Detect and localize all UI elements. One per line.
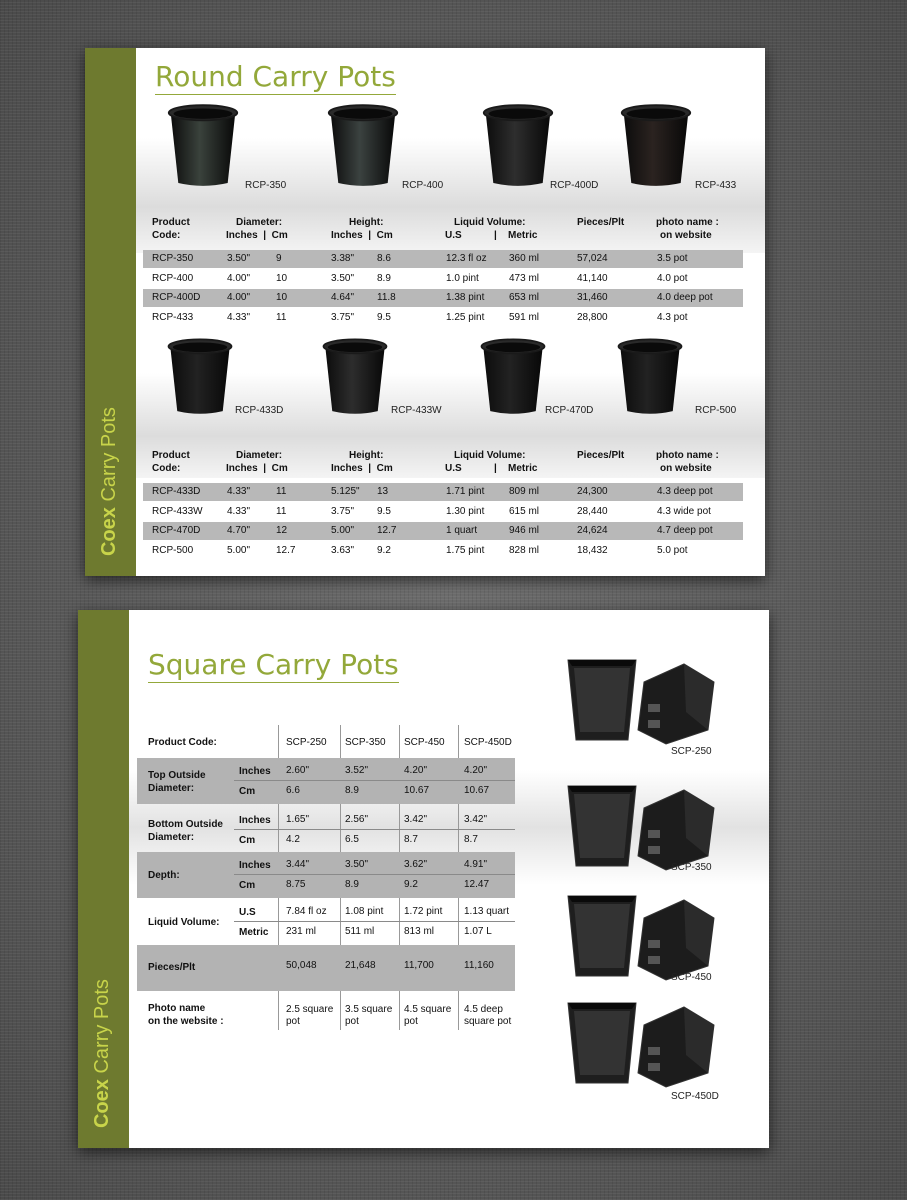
square-carry-pots-card <box>78 610 769 1148</box>
top_outside-value: 4.20" <box>464 765 488 776</box>
square-pot-icon <box>566 778 716 873</box>
liquid-value: 813 ml <box>404 926 435 937</box>
table-cell: 24,624 <box>577 525 608 536</box>
depth-value: 3.62" <box>404 859 428 870</box>
table-cell: 11.8 <box>377 292 396 303</box>
header-pieces: Pieces/Plt <box>577 217 625 228</box>
pot-label: RCP-433D <box>235 405 284 416</box>
row-divider <box>234 874 515 875</box>
table-cell: 12.7 <box>377 525 397 536</box>
row-divider <box>234 780 515 781</box>
table-row <box>143 270 743 288</box>
table-cell: RCP-400D <box>152 292 201 303</box>
bottom_outside-value: 4.2 <box>286 834 300 845</box>
header-height-units: Inches | Cm <box>331 463 393 474</box>
top_outside-label-2: Diameter: <box>148 783 195 794</box>
header-liquid: Liquid Volume: <box>454 450 526 461</box>
table-row <box>143 250 743 268</box>
photo-value: 2.5 square <box>286 1004 334 1015</box>
brand-vertical-text <box>98 407 121 556</box>
table-cell: 653 ml <box>509 292 540 303</box>
page-title: Round Carry Pots <box>155 60 396 93</box>
table-cell: RCP-433W <box>152 505 203 517</box>
brand-rest: Carry Pots <box>97 407 120 508</box>
table-cell: 3.75" <box>331 505 355 517</box>
table-cell: 4.0 deep pot <box>657 292 713 303</box>
header-diameter: Diameter: <box>236 217 283 228</box>
table-cell: 4.3 pot <box>657 311 688 323</box>
bottom_outside-value: 2.56" <box>345 814 369 825</box>
table-cell: 5.125" <box>331 486 360 497</box>
liquid-value: 7.84 fl oz <box>286 906 327 917</box>
square-pot-icon <box>566 995 716 1090</box>
header-code: Code: <box>152 230 181 241</box>
pot-label: SCP-350 <box>671 862 712 873</box>
table-cell: 12 <box>276 525 288 536</box>
depth-label: Depth: <box>148 870 180 881</box>
bottom_outside-unit-2: Cm <box>239 835 256 846</box>
bottom_outside-label: Bottom Outside <box>148 819 223 830</box>
table-cell: 9.2 <box>377 544 391 556</box>
table-cell: 10 <box>276 292 288 303</box>
round-pot-image <box>325 100 401 197</box>
brand-bold: Coex <box>90 1079 113 1128</box>
header-photo: photo name : <box>656 450 719 461</box>
depth-value: 3.50" <box>345 859 369 870</box>
header-sep: | <box>494 230 497 241</box>
table-cell: 4.33" <box>227 311 251 323</box>
brand-sidebar <box>85 48 136 576</box>
depth-value: 8.9 <box>345 879 359 890</box>
table-cell: 11 <box>276 486 287 497</box>
table-cell: RCP-433D <box>152 486 201 497</box>
table-cell: 4.3 wide pot <box>657 505 711 517</box>
pieces-value: 11,160 <box>464 960 494 971</box>
photo-label-2: on the website : <box>148 1016 224 1027</box>
round-pot-icon <box>165 333 235 421</box>
table-cell: 360 ml <box>509 253 540 264</box>
table-cell: 4.70" <box>227 525 251 536</box>
table-cell: RCP-433 <box>152 311 194 323</box>
header-height: Height: <box>349 450 384 461</box>
table-cell: 4.7 deep pot <box>657 525 713 536</box>
round-pot-icon <box>165 100 241 192</box>
row-divider <box>234 921 515 922</box>
photo-value: 4.5 square <box>404 1004 452 1015</box>
table-cell: 5.00" <box>331 525 355 536</box>
round-pot-image <box>320 333 390 426</box>
table-cell: 828 ml <box>509 544 540 556</box>
bottom_outside-value: 3.42" <box>464 814 488 825</box>
table-cell: 28,440 <box>577 505 608 517</box>
round-pot-icon <box>478 333 548 421</box>
depth-value: 9.2 <box>404 879 418 890</box>
brand-sidebar <box>78 610 129 1148</box>
bottom_outside-value: 8.7 <box>404 834 418 845</box>
product-code-label: Product Code: <box>148 737 217 748</box>
table-cell: 1.71 pint <box>446 486 485 497</box>
product-code: SCP-450D <box>464 737 512 748</box>
table-row <box>143 503 743 521</box>
table-cell: 3.50" <box>227 253 251 264</box>
header-product: Product <box>152 217 190 228</box>
table-cell: 3.63" <box>331 544 355 556</box>
pot-label: SCP-450D <box>671 1091 719 1102</box>
round-pot-icon <box>480 100 556 192</box>
pot-label: RCP-433 <box>695 180 737 191</box>
pot-label: RCP-350 <box>245 180 287 191</box>
header-diameter-units: Inches | Cm <box>226 463 288 474</box>
table-cell: RCP-350 <box>152 253 194 264</box>
table-cell: 28,800 <box>577 311 608 323</box>
top_outside-value: 6.6 <box>286 785 300 796</box>
photo-value-2: pot <box>345 1016 359 1027</box>
table-cell: 18,432 <box>577 544 608 556</box>
pot-label: RCP-400 <box>402 180 444 191</box>
pieces-value: 11,700 <box>404 960 434 971</box>
photo-label: Photo name <box>148 1003 206 1014</box>
table-row <box>143 483 743 501</box>
photo-value-2: pot <box>404 1016 418 1027</box>
page-title: Square Carry Pots <box>148 648 399 681</box>
top_outside-unit-1: Inches <box>239 766 271 777</box>
grey-block-depth <box>137 852 515 898</box>
brand-rest: Carry Pots <box>90 979 113 1080</box>
bottom_outside-value: 1.65" <box>286 814 310 825</box>
liquid-value: 1.72 pint <box>404 906 443 917</box>
table-cell: 8.9 <box>377 272 391 284</box>
pot-label: RCP-470D <box>545 405 594 416</box>
square-pot-icon <box>566 652 716 747</box>
table-cell: 1.30 pint <box>446 505 485 517</box>
top_outside-value: 4.20" <box>404 765 428 776</box>
table-cell: 31,460 <box>577 292 608 303</box>
pieces-label: Pieces/Plt <box>148 962 196 973</box>
round-pot-image <box>478 333 548 426</box>
table-cell: 4.0 pot <box>657 272 688 284</box>
photo-value: 3.5 square <box>345 1004 393 1015</box>
top_outside-label: Top Outside <box>148 770 206 781</box>
header-liquid: Liquid Volume: <box>454 217 526 228</box>
table-cell: 13 <box>377 486 389 497</box>
table-cell: 10 <box>276 272 288 284</box>
depth-unit-2: Cm <box>239 880 256 891</box>
bottom_outside-value: 6.5 <box>345 834 359 845</box>
liquid-value: 511 ml <box>345 926 375 937</box>
round-pot-icon <box>325 100 401 192</box>
brand-vertical-text <box>91 979 114 1128</box>
round-pot-icon <box>615 333 685 421</box>
top_outside-value: 8.9 <box>345 785 359 796</box>
header-diameter: Diameter: <box>236 450 283 461</box>
square-pot-image <box>566 652 716 752</box>
table-cell: 3.38" <box>331 253 355 264</box>
top_outside-unit-2: Cm <box>239 786 256 797</box>
pot-label: RCP-500 <box>695 405 737 416</box>
square-pot-icon <box>566 888 716 983</box>
liquid-value: 1.07 L <box>464 926 492 937</box>
table-cell: 4.00" <box>227 292 251 303</box>
header-us: U.S <box>445 463 462 474</box>
table-cell: 946 ml <box>509 525 540 536</box>
table-cell: 9 <box>276 253 282 264</box>
table-cell: 1.75 pint <box>446 544 485 556</box>
header-us: U.S <box>445 230 462 241</box>
round-pot-image <box>165 100 241 197</box>
table-cell: 11 <box>276 505 287 517</box>
table-row <box>143 542 743 560</box>
product-code: SCP-350 <box>345 737 386 748</box>
header-product: Product <box>152 450 190 461</box>
table-cell: 615 ml <box>509 505 540 517</box>
depth-value: 4.91" <box>464 859 488 870</box>
table-row <box>143 522 743 540</box>
photo-value-2: square pot <box>464 1016 512 1027</box>
table-row <box>143 289 743 307</box>
table-cell: 5.0 pot <box>657 544 688 556</box>
table-cell: 473 ml <box>509 272 540 284</box>
header-metric: Metric <box>508 230 538 241</box>
table-cell: 4.00" <box>227 272 251 284</box>
header-height: Height: <box>349 217 384 228</box>
top_outside-value: 10.67 <box>404 785 430 796</box>
table-cell: 12.3 fl oz <box>446 253 487 264</box>
round-pot-image <box>618 100 694 197</box>
liquid-label: Liquid Volume: <box>148 917 220 928</box>
table-cell: 809 ml <box>509 486 540 497</box>
bottom_outside-value: 8.7 <box>464 834 478 845</box>
depth-value: 8.75 <box>286 879 306 890</box>
header-photo: photo name : <box>656 217 719 228</box>
table-cell: 1 quart <box>446 525 478 536</box>
table-cell: 4.33" <box>227 486 251 497</box>
liquid-value: 1.08 pint <box>345 906 384 917</box>
top_outside-value: 10.67 <box>464 785 490 796</box>
round-pot-image <box>165 333 235 426</box>
table-cell: RCP-500 <box>152 544 194 556</box>
pot-label: RCP-400D <box>550 180 599 191</box>
liquid-unit-2: Metric <box>239 927 269 938</box>
table-cell: 9.5 <box>377 311 391 323</box>
table-cell: 3.5 pot <box>657 253 688 264</box>
header-pieces: Pieces/Plt <box>577 450 625 461</box>
table-cell: 4.3 deep pot <box>657 486 713 497</box>
table-cell: 12.7 <box>276 544 296 556</box>
bottom_outside-label-2: Diameter: <box>148 832 195 843</box>
pieces-value: 21,648 <box>345 960 376 971</box>
table-row <box>143 309 743 327</box>
table-cell: 591 ml <box>509 311 540 323</box>
header-height-units: Inches | Cm <box>331 230 393 241</box>
table-cell: 24,300 <box>577 486 608 497</box>
bottom_outside-unit-1: Inches <box>239 815 271 826</box>
table-cell: 1.25 pint <box>446 311 485 323</box>
liquid-value: 1.13 quart <box>464 906 510 917</box>
pieces-value: 50,048 <box>286 960 317 971</box>
table-cell: 1.0 pint <box>446 272 479 284</box>
header-sep: | <box>494 463 497 474</box>
round-pot-icon <box>618 100 694 192</box>
liquid-value: 231 ml <box>286 926 317 937</box>
depth-value: 12.47 <box>464 879 490 890</box>
table-cell: 1.38 pint <box>446 292 485 303</box>
table-cell: RCP-400 <box>152 272 194 284</box>
round-pot-icon <box>320 333 390 421</box>
row-divider <box>234 829 515 830</box>
round-pot-image <box>615 333 685 426</box>
table-cell: 4.33" <box>227 505 251 517</box>
table-cell: 11 <box>276 311 287 323</box>
table-cell: 57,024 <box>577 253 608 264</box>
square-pot-image <box>566 995 716 1095</box>
table-cell: RCP-470D <box>152 525 201 536</box>
header-photo-2: on website <box>660 463 712 474</box>
table-cell: 3.75" <box>331 311 355 323</box>
table-cell: 3.50" <box>331 272 355 284</box>
bottom_outside-value: 3.42" <box>404 814 428 825</box>
pot-label: SCP-250 <box>671 746 712 757</box>
pot-label: SCP-450 <box>671 972 712 983</box>
table-cell: 4.64" <box>331 292 355 303</box>
photo-value: 4.5 deep <box>464 1004 503 1015</box>
product-code: SCP-450 <box>404 737 445 748</box>
liquid-unit-1: U.S <box>239 907 256 918</box>
photo-value-2: pot <box>286 1016 300 1027</box>
table-cell: 9.5 <box>377 505 391 517</box>
round-carry-pots-card <box>85 48 765 576</box>
pot-label: RCP-433W <box>391 405 442 416</box>
header-metric: Metric <box>508 463 538 474</box>
product-code: SCP-250 <box>286 737 327 748</box>
brand-bold: Coex <box>97 507 120 556</box>
depth-unit-1: Inches <box>239 860 271 871</box>
table-cell: 5.00" <box>227 544 251 556</box>
table-cell: 8.6 <box>377 253 391 264</box>
top_outside-value: 2.60" <box>286 765 310 776</box>
round-pot-image <box>480 100 556 197</box>
header-code: Code: <box>152 463 181 474</box>
header-photo-2: on website <box>660 230 712 241</box>
table-cell: 41,140 <box>577 272 608 284</box>
top_outside-value: 3.52" <box>345 765 369 776</box>
header-diameter-units: Inches | Cm <box>226 230 288 241</box>
depth-value: 3.44" <box>286 859 310 870</box>
